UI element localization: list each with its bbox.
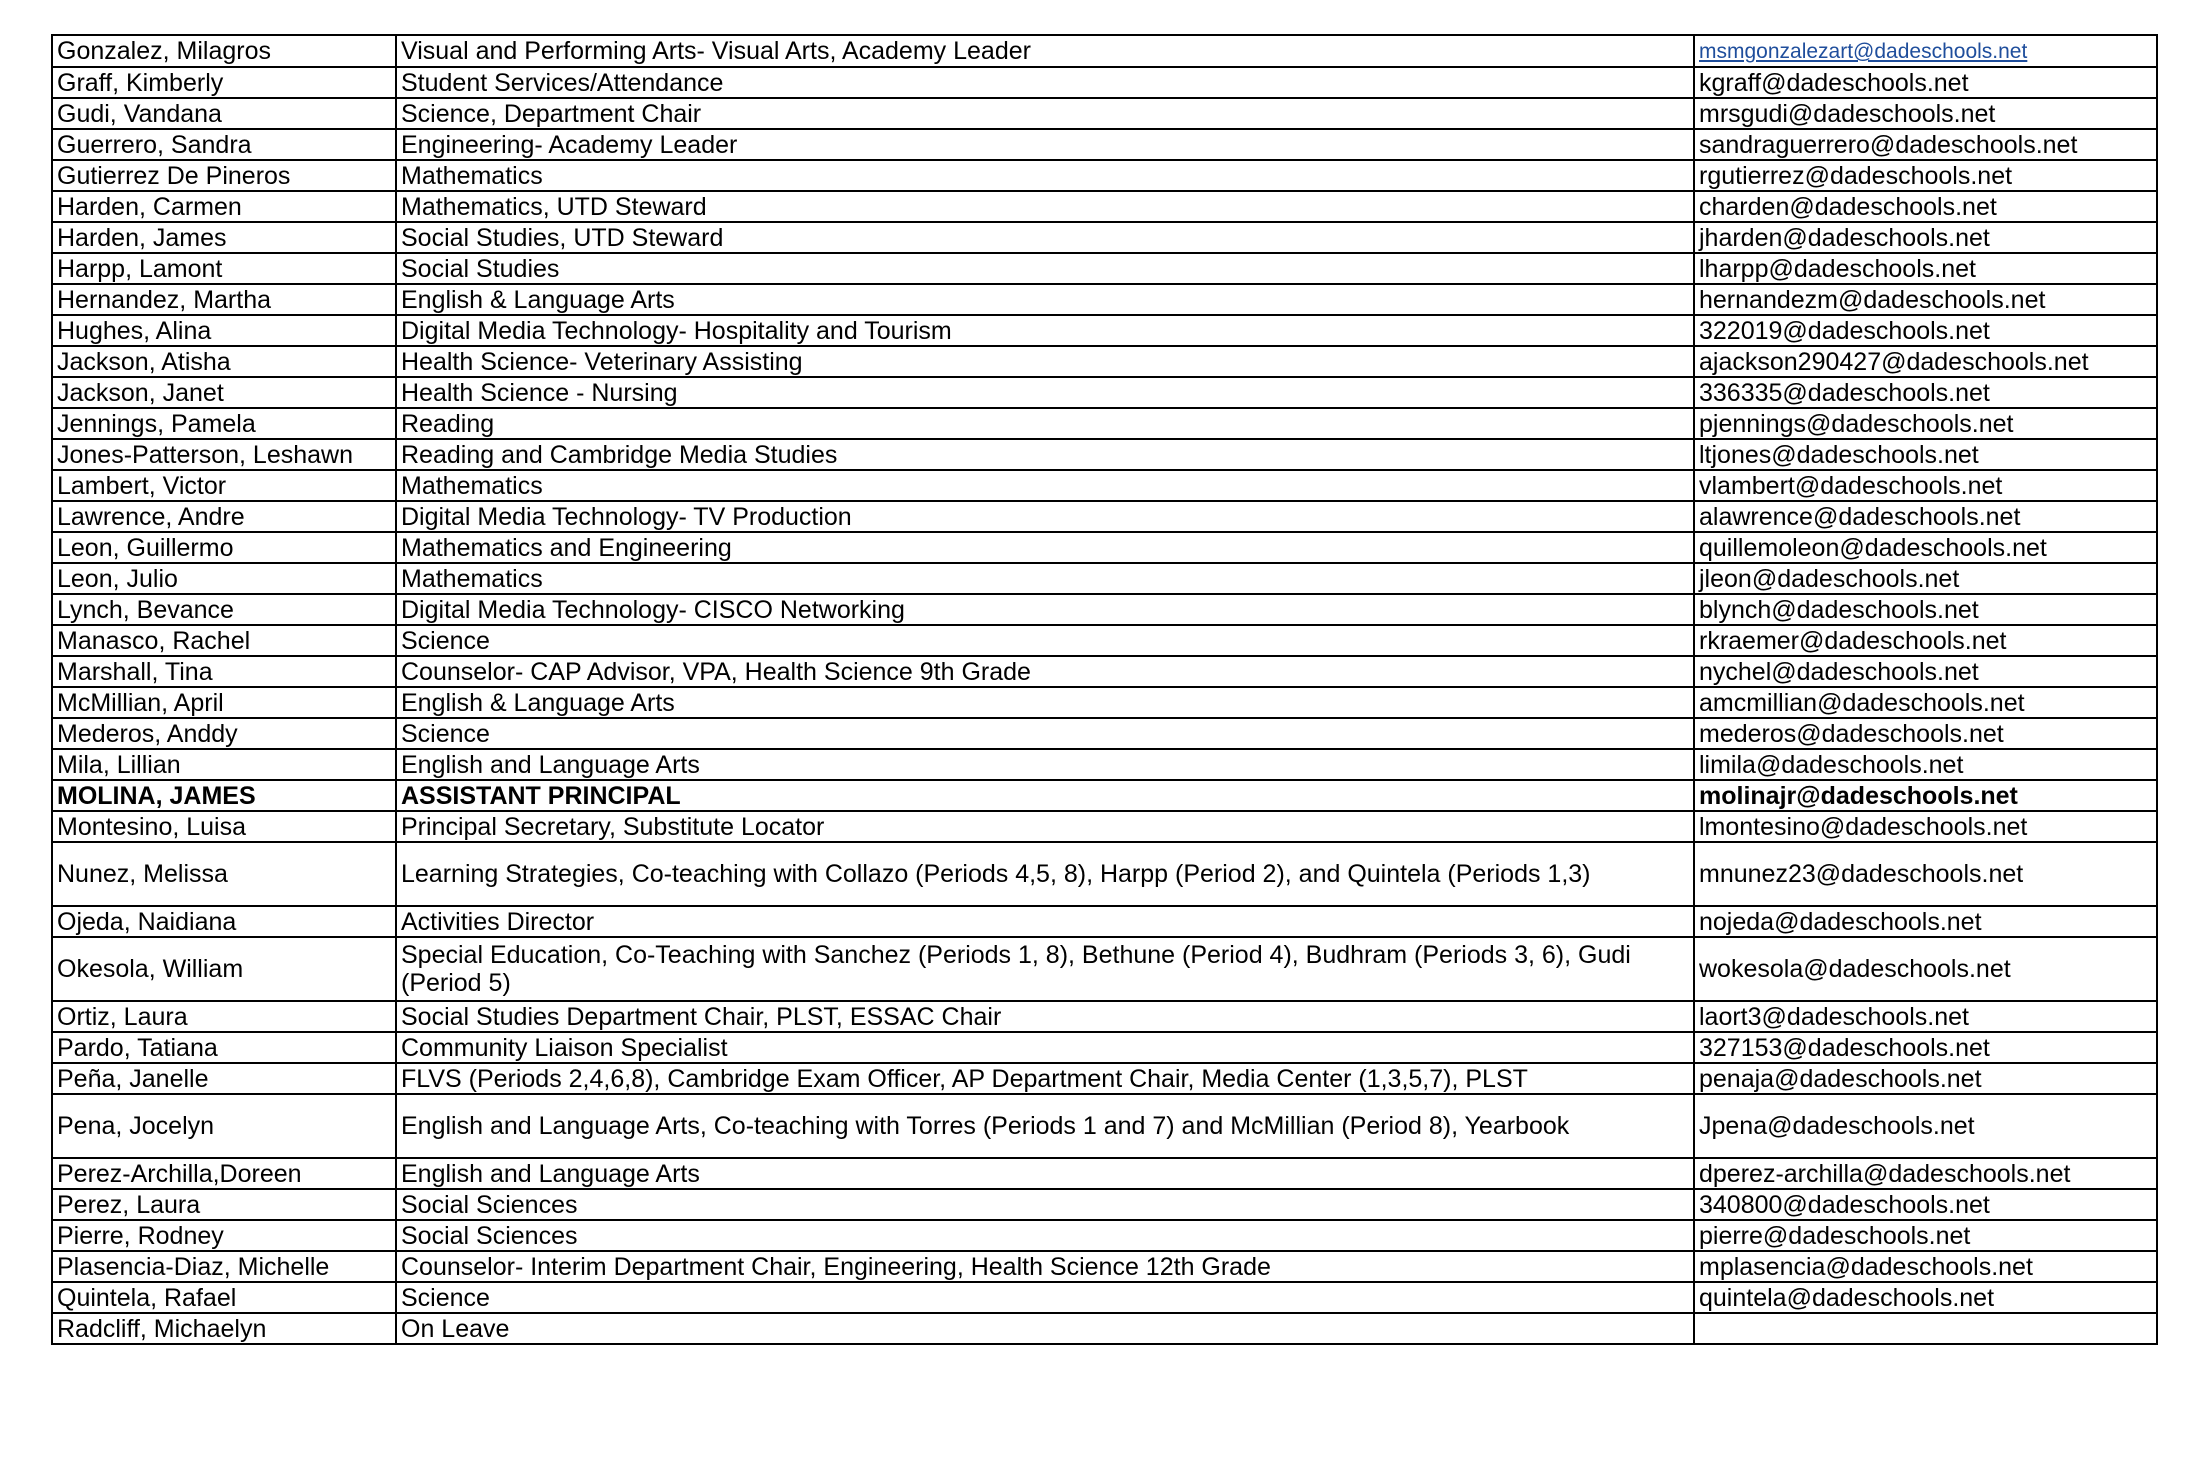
- staff-name-cell: Mila, Lillian: [52, 749, 396, 780]
- staff-role-cell: Digital Media Technology- Hospitality and Tourism: [396, 315, 1694, 346]
- staff-email-cell: 322019@dadeschools.net: [1694, 315, 2157, 346]
- table-row: [52, 625, 2157, 656]
- staff-role-cell: Mathematics: [396, 470, 1694, 501]
- staff-name-cell: Perez-Archilla,Doreen: [52, 1158, 396, 1189]
- table-row: [52, 1189, 2157, 1220]
- staff-name-cell: Manasco, Rachel: [52, 625, 396, 656]
- staff-role-cell: Counselor- CAP Advisor, VPA, Health Science 9th Grade: [396, 656, 1694, 687]
- staff-role-cell: Health Science- Veterinary Assisting: [396, 346, 1694, 377]
- staff-name-cell: Harpp, Lamont: [52, 253, 396, 284]
- staff-email-cell: ltjones@dadeschools.net: [1694, 439, 2157, 470]
- staff-email-cell: rkraemer@dadeschools.net: [1694, 625, 2157, 656]
- staff-role-cell: Community Liaison Specialist: [396, 1032, 1694, 1063]
- staff-name-cell: Lynch, Bevance: [52, 594, 396, 625]
- staff-role-cell: Mathematics, UTD Steward: [396, 191, 1694, 222]
- table-row: [52, 563, 2157, 594]
- table-row: [52, 253, 2157, 284]
- staff-email-cell: nychel@dadeschools.net: [1694, 656, 2157, 687]
- staff-role-cell: Social Studies Department Chair, PLST, ESSAC Chair: [396, 1001, 1694, 1032]
- staff-role-cell: On Leave: [396, 1313, 1694, 1344]
- staff-name-cell: Hughes, Alina: [52, 315, 396, 346]
- staff-email-cell: jleon@dadeschools.net: [1694, 563, 2157, 594]
- table-row: [52, 1158, 2157, 1189]
- staff-role-cell: Mathematics: [396, 563, 1694, 594]
- staff-email-cell: vlambert@dadeschools.net: [1694, 470, 2157, 501]
- table-row: [52, 1063, 2157, 1094]
- staff-name-cell: Marshall, Tina: [52, 656, 396, 687]
- staff-role-cell: Reading and Cambridge Media Studies: [396, 439, 1694, 470]
- staff-email-cell: penaja@dadeschools.net: [1694, 1063, 2157, 1094]
- table-row: [52, 749, 2157, 780]
- staff-email-cell: amcmillian@dadeschools.net: [1694, 687, 2157, 718]
- staff-email-cell: laort3@dadeschools.net: [1694, 1001, 2157, 1032]
- staff-name-cell: Pierre, Rodney: [52, 1220, 396, 1251]
- staff-name-cell: Mederos, Anddy: [52, 718, 396, 749]
- staff-email-cell: lharpp@dadeschools.net: [1694, 253, 2157, 284]
- staff-role-cell: Reading: [396, 408, 1694, 439]
- staff-role-cell: Science: [396, 1282, 1694, 1313]
- staff-role-cell: FLVS (Periods 2,4,6,8), Cambridge Exam Officer, AP Department Chair, Media Center (1,3,5,7), PLST: [396, 1063, 1694, 1094]
- table-row: [52, 1313, 2157, 1344]
- table-row: [52, 656, 2157, 687]
- staff-email-cell: 340800@dadeschools.net: [1694, 1189, 2157, 1220]
- staff-email-cell: mnunez23@dadeschools.net: [1694, 842, 2157, 906]
- staff-role-cell: Social Sciences: [396, 1189, 1694, 1220]
- staff-role-cell: English & Language Arts: [396, 284, 1694, 315]
- table-row: [52, 377, 2157, 408]
- table-row: [52, 687, 2157, 718]
- staff-name-cell: MOLINA, JAMES: [52, 780, 396, 811]
- table-row: [52, 439, 2157, 470]
- staff-name-cell: Pena, Jocelyn: [52, 1094, 396, 1158]
- table-row: [52, 1032, 2157, 1063]
- table-row: [52, 501, 2157, 532]
- staff-directory-body: [52, 35, 2157, 1344]
- staff-role-cell: English and Language Arts, Co-teaching with Torres (Periods 1 and 7) and McMillian (Period 8), Yearbook: [396, 1094, 1694, 1158]
- staff-email-cell: [1694, 1313, 2157, 1344]
- staff-email-cell: nojeda@dadeschools.net: [1694, 906, 2157, 937]
- staff-name-cell: Leon, Julio: [52, 563, 396, 594]
- staff-name-cell: Radcliff, Michaelyn: [52, 1313, 396, 1344]
- staff-role-cell: ASSISTANT PRINCIPAL: [396, 780, 1694, 811]
- staff-email-cell: [1694, 35, 2157, 67]
- table-row: [52, 1282, 2157, 1313]
- staff-role-cell: Activities Director: [396, 906, 1694, 937]
- staff-name-cell: Ojeda, Naidiana: [52, 906, 396, 937]
- table-row: [52, 35, 2157, 67]
- staff-name-cell: Jennings, Pamela: [52, 408, 396, 439]
- table-row: [52, 346, 2157, 377]
- staff-name-cell: Quintela, Rafael: [52, 1282, 396, 1313]
- staff-email-cell: jharden@dadeschools.net: [1694, 222, 2157, 253]
- table-row: [52, 842, 2157, 906]
- table-row: [52, 1094, 2157, 1158]
- staff-name-cell: Graff, Kimberly: [52, 67, 396, 98]
- staff-email-cell: alawrence@dadeschools.net: [1694, 501, 2157, 532]
- table-row: [52, 191, 2157, 222]
- staff-role-cell: Health Science - Nursing: [396, 377, 1694, 408]
- staff-role-cell: Mathematics: [396, 160, 1694, 191]
- staff-name-cell: Lambert, Victor: [52, 470, 396, 501]
- staff-name-cell: Hernandez, Martha: [52, 284, 396, 315]
- staff-name-cell: Leon, Guillermo: [52, 532, 396, 563]
- table-row: [52, 1001, 2157, 1032]
- staff-name-cell: Perez, Laura: [52, 1189, 396, 1220]
- table-row: [52, 1251, 2157, 1282]
- staff-email-cell: lmontesino@dadeschools.net: [1694, 811, 2157, 842]
- table-row: [52, 937, 2157, 1001]
- staff-name-cell: Plasencia-Diaz, Michelle: [52, 1251, 396, 1282]
- staff-name-cell: Gonzalez, Milagros: [52, 35, 396, 67]
- staff-role-cell: Special Education, Co-Teaching with Sanchez (Periods 1, 8), Bethune (Period 4), Budhram (Periods 3, 6), Gudi (Period 5): [396, 937, 1694, 1001]
- staff-role-cell: Science, Department Chair: [396, 98, 1694, 129]
- staff-role-cell: Digital Media Technology- CISCO Networking: [396, 594, 1694, 625]
- table-row: [52, 222, 2157, 253]
- staff-role-cell: Social Studies: [396, 253, 1694, 284]
- staff-role-cell: English & Language Arts: [396, 687, 1694, 718]
- staff-email-cell: limila@dadeschools.net: [1694, 749, 2157, 780]
- staff-role-cell: Science: [396, 718, 1694, 749]
- table-row: [52, 811, 2157, 842]
- staff-name-cell: Guerrero, Sandra: [52, 129, 396, 160]
- table-row: [52, 67, 2157, 98]
- table-row: [52, 284, 2157, 315]
- table-row: [52, 129, 2157, 160]
- staff-email-cell: sandraguerrero@dadeschools.net: [1694, 129, 2157, 160]
- staff-role-cell: Mathematics and Engineering: [396, 532, 1694, 563]
- table-row: [52, 315, 2157, 346]
- staff-name-cell: Jackson, Atisha: [52, 346, 396, 377]
- staff-role-cell: English and Language Arts: [396, 1158, 1694, 1189]
- staff-email-cell: kgraff@dadeschools.net: [1694, 67, 2157, 98]
- table-row: [52, 780, 2157, 811]
- staff-role-cell: Learning Strategies, Co-teaching with Collazo (Periods 4,5, 8), Harpp (Period 2), and Quintela (Periods 1,3): [396, 842, 1694, 906]
- staff-email-cell: mederos@dadeschools.net: [1694, 718, 2157, 749]
- staff-name-cell: Gudi, Vandana: [52, 98, 396, 129]
- staff-role-cell: Digital Media Technology- TV Production: [396, 501, 1694, 532]
- staff-email-link[interactable]: msmgonzalezart@dadeschools.net: [1699, 40, 2028, 63]
- staff-role-cell: Science: [396, 625, 1694, 656]
- staff-email-cell: pjennings@dadeschools.net: [1694, 408, 2157, 439]
- staff-directory-table: [51, 34, 2158, 1345]
- table-row: [52, 98, 2157, 129]
- staff-name-cell: Gutierrez De Pineros: [52, 160, 396, 191]
- staff-email-cell: mplasencia@dadeschools.net: [1694, 1251, 2157, 1282]
- staff-name-cell: Okesola, William: [52, 937, 396, 1001]
- staff-role-cell: English and Language Arts: [396, 749, 1694, 780]
- table-row: [52, 718, 2157, 749]
- staff-name-cell: Jones-Patterson, Leshawn: [52, 439, 396, 470]
- table-row: [52, 160, 2157, 191]
- staff-name-cell: Peña, Janelle: [52, 1063, 396, 1094]
- staff-email-cell: rgutierrez@dadeschools.net: [1694, 160, 2157, 191]
- staff-email-cell: ajackson290427@dadeschools.net: [1694, 346, 2157, 377]
- staff-role-cell: Counselor- Interim Department Chair, Engineering, Health Science 12th Grade: [396, 1251, 1694, 1282]
- table-row: [52, 594, 2157, 625]
- staff-name-cell: Lawrence, Andre: [52, 501, 396, 532]
- staff-role-cell: Engineering- Academy Leader: [396, 129, 1694, 160]
- staff-email-cell: wokesola@dadeschools.net: [1694, 937, 2157, 1001]
- staff-name-cell: Nunez, Melissa: [52, 842, 396, 906]
- staff-name-cell: Jackson, Janet: [52, 377, 396, 408]
- table-row: [52, 532, 2157, 563]
- staff-name-cell: Montesino, Luisa: [52, 811, 396, 842]
- staff-role-cell: Principal Secretary, Substitute Locator: [396, 811, 1694, 842]
- staff-email-cell: dperez-archilla@dadeschools.net: [1694, 1158, 2157, 1189]
- staff-name-cell: Harden, Carmen: [52, 191, 396, 222]
- staff-email-cell: quintela@dadeschools.net: [1694, 1282, 2157, 1313]
- table-row: [52, 1220, 2157, 1251]
- staff-name-cell: Pardo, Tatiana: [52, 1032, 396, 1063]
- staff-email-cell: mrsgudi@dadeschools.net: [1694, 98, 2157, 129]
- staff-role-cell: Student Services/Attendance: [396, 67, 1694, 98]
- staff-email-cell: 327153@dadeschools.net: [1694, 1032, 2157, 1063]
- staff-role-cell: Visual and Performing Arts- Visual Arts, Academy Leader: [396, 35, 1694, 67]
- table-row: [52, 470, 2157, 501]
- staff-name-cell: McMillian, April: [52, 687, 396, 718]
- staff-email-cell: quillemoleon@dadeschools.net: [1694, 532, 2157, 563]
- staff-name-cell: Harden, James: [52, 222, 396, 253]
- staff-email-cell: charden@dadeschools.net: [1694, 191, 2157, 222]
- staff-email-cell: blynch@dadeschools.net: [1694, 594, 2157, 625]
- staff-role-cell: Social Sciences: [396, 1220, 1694, 1251]
- staff-email-cell: pierre@dadeschools.net: [1694, 1220, 2157, 1251]
- staff-email-cell: hernandezm@dadeschools.net: [1694, 284, 2157, 315]
- staff-email-cell: Jpena@dadeschools.net: [1694, 1094, 2157, 1158]
- table-row: [52, 408, 2157, 439]
- table-row: [52, 906, 2157, 937]
- staff-role-cell: Social Studies, UTD Steward: [396, 222, 1694, 253]
- staff-email-cell: 336335@dadeschools.net: [1694, 377, 2157, 408]
- staff-email-cell: molinajr@dadeschools.net: [1694, 780, 2157, 811]
- staff-name-cell: Ortiz, Laura: [52, 1001, 396, 1032]
